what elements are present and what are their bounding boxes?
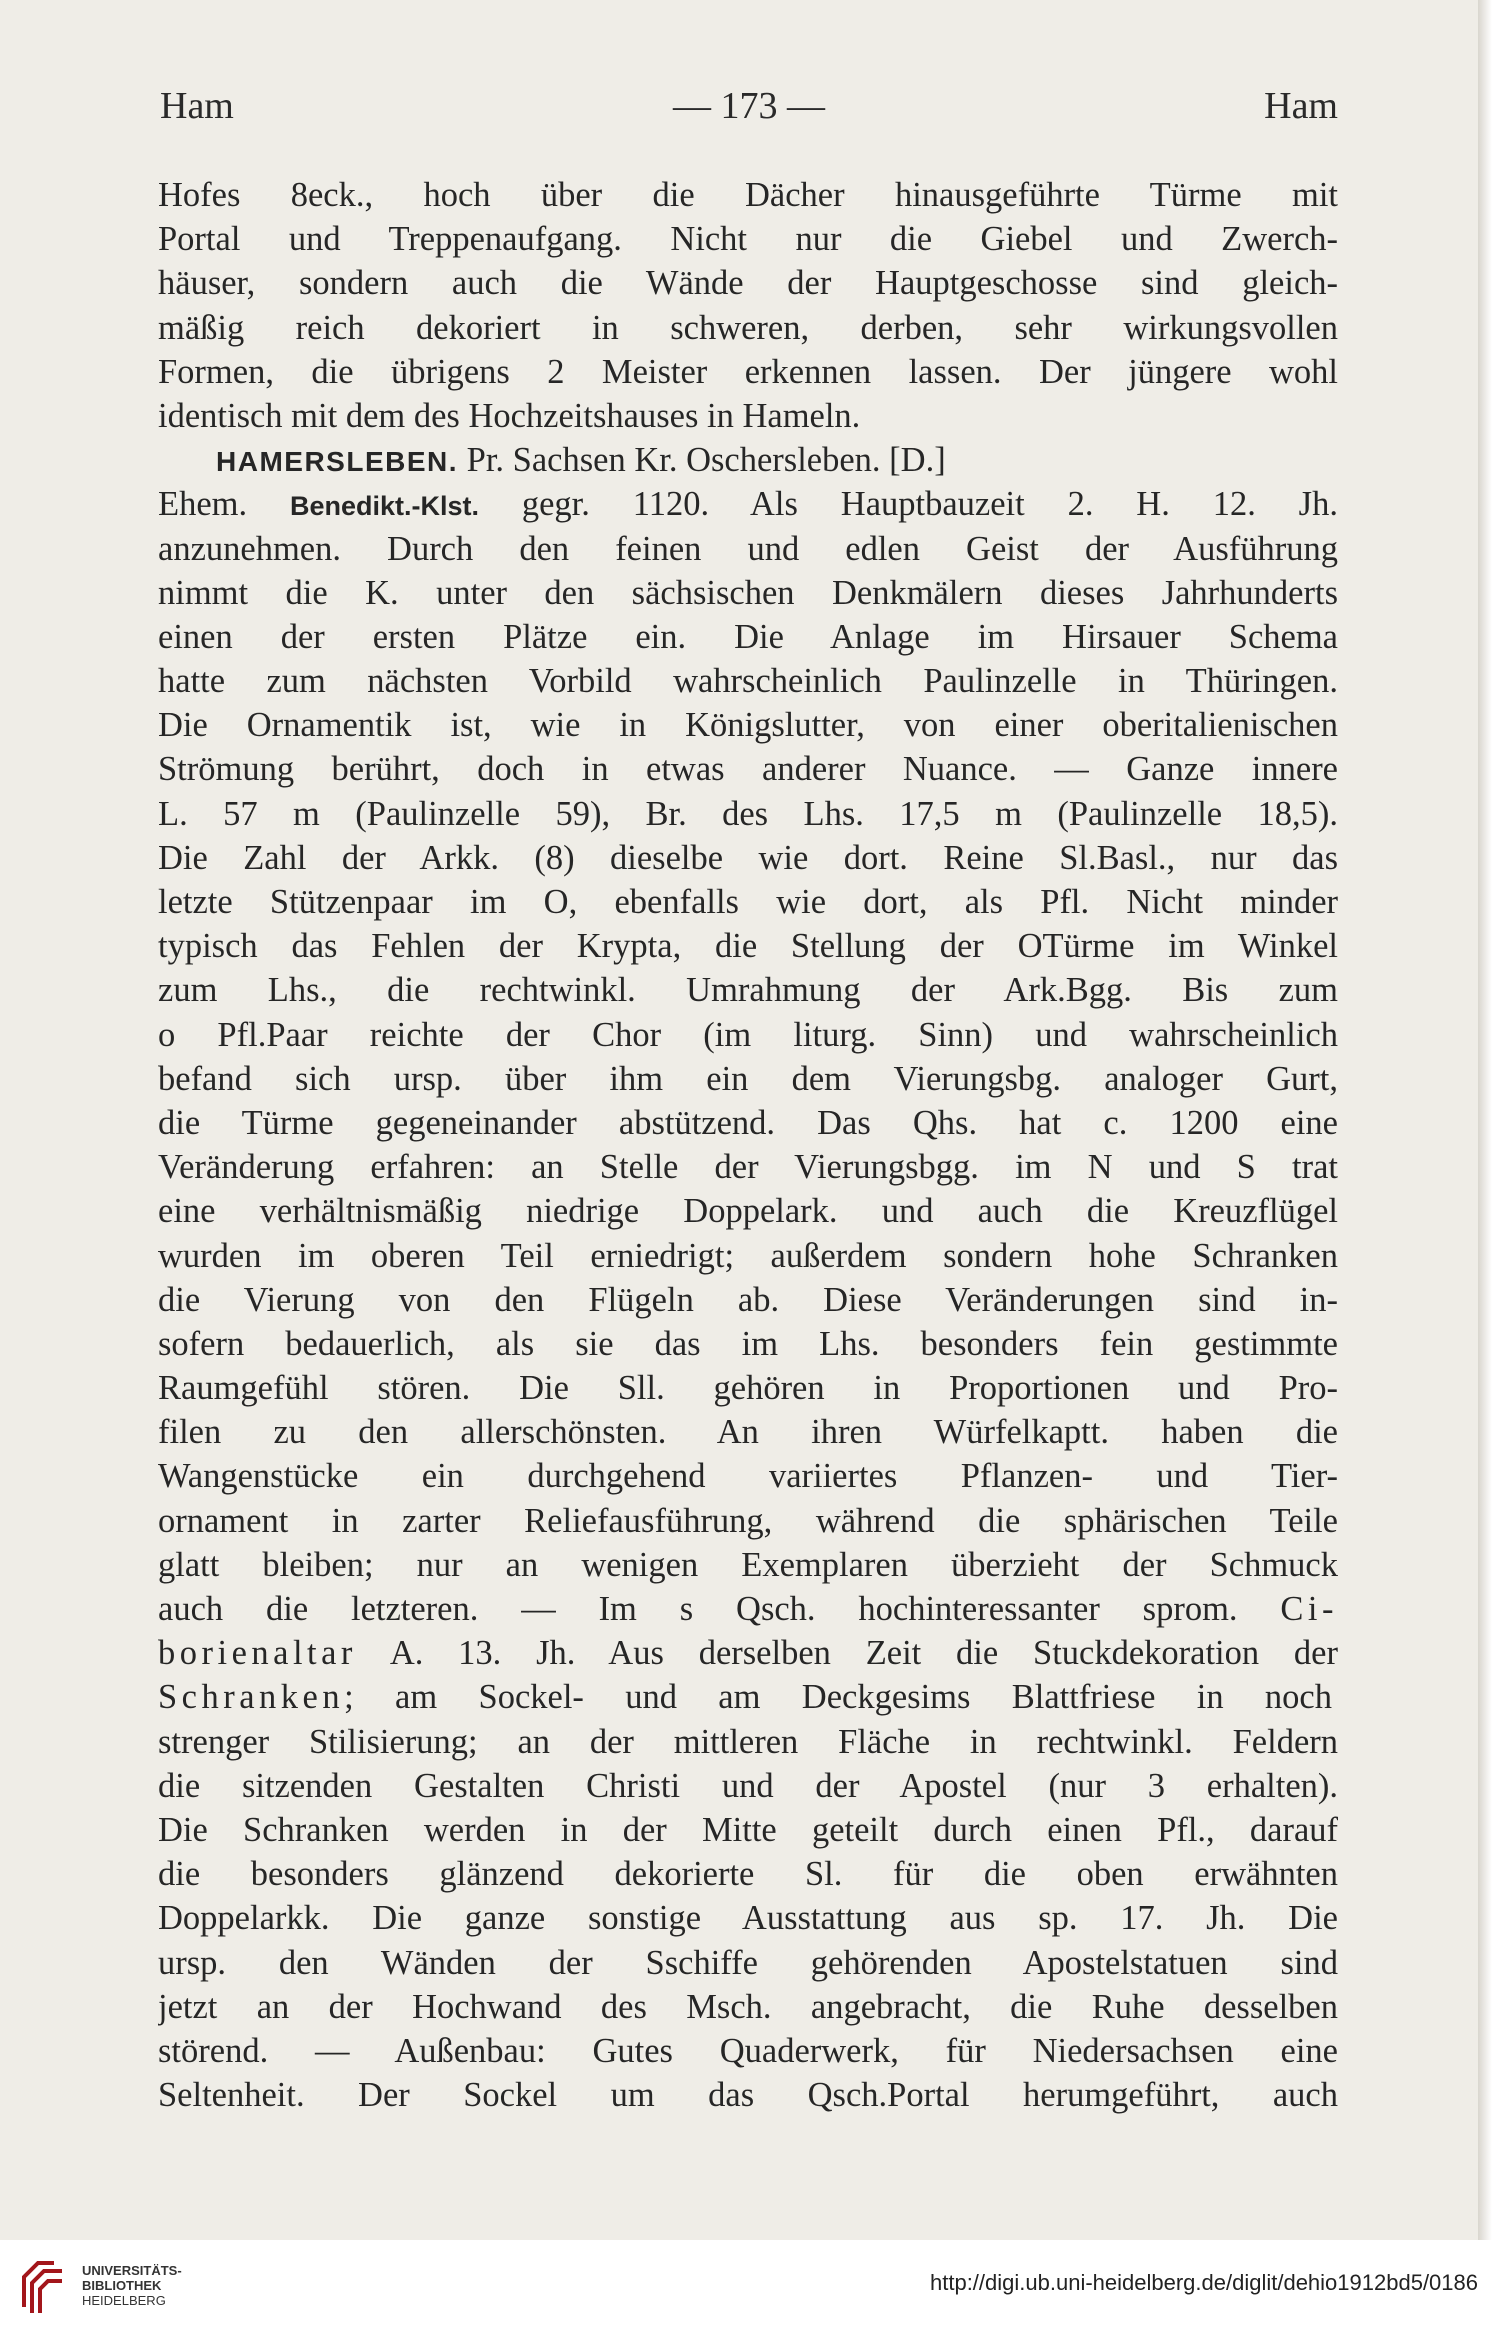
text-line: Die Schranken werden in der Mitte geteilt durch einen Pfl., darauf [158,1810,1338,1849]
text-line: strenger Stilisierung; an der mittleren Fläche in rechtwinkl. Feldern [158,1722,1338,1761]
text-line: identisch mit dem des Hochzeitshauses in Hameln. [158,396,861,435]
text-line: Portal und Treppenaufgang. Nicht nur die Giebel und Zwerch- [158,220,1338,259]
text-line: die Türme gegeneinander abstützend. Das Qhs. hat c. 1200 eine [158,1103,1338,1142]
text-line: einen der ersten Plätze ein. Die Anlage im Hirsauer Schema [158,617,1338,656]
text-line: L. 57 m (Paulinzelle 59), Br. des Lhs. 17,5 m (Paulinzelle 18,5). [158,794,1338,833]
text-line: anzunehmen. Durch den feinen und edlen Geist der Ausführung [158,529,1338,568]
library-name-line: UNIVERSITÄTS- [82,2263,182,2278]
text-line: die Vierung von den Flügeln ab. Diese Veränderungen sind in- [158,1280,1338,1319]
text-line: Doppelarkk. Die ganze sonstige Ausstattung aus sp. 17. Jh. Die [158,1899,1338,1938]
text-line: letzte Stützenpaar im O, ebenfalls wie dort, als Pfl. Nicht minder [158,883,1338,921]
text-line: Die Ornamentik ist, wie in Königslutter, von einer oberitalienischen [158,706,1338,745]
line-rest: ; am Sockel- und am Deckgesims Blattfriese in noch [344,1678,1332,1717]
running-head-right: Ham [1264,85,1338,127]
text-line: glatt bleiben; nur an wenigen Exemplaren überzieht der Schmuck [158,1545,1338,1584]
text-line: Die Zahl der Arkk. (8) dieselbe wie dort. Reine Sl.Basl., nur das [158,838,1338,877]
page-header [160,84,1338,134]
line-rest: A. 13. Jh. Aus derselben Zeit die Stuckdekoration der [356,1634,1338,1673]
page-edge [1478,0,1492,2240]
text-line [158,1675,1332,1719]
entry-heading-line [158,438,1338,482]
text-line: jetzt an der Hochwand des Msch. angebracht, die Ruhe desselben [158,1987,1338,2026]
text-line [158,1631,1338,1675]
text-line: wurden im oberen Teil erniedrigt; außerdem sondern hohe Schranken [158,1236,1338,1275]
text-line: Raumgefühl stören. Die Sll. gehören in Proportionen und Pro- [158,1369,1338,1408]
text-line: Formen, die übrigens 2 Meister erkennen lassen. Der jüngere wohl [158,352,1338,391]
text-line: nimmt die K. unter den sächsischen Denkmälern dieses Jahrhunderts [158,573,1338,612]
text-line: ursp. den Wänden der Sschiffe gehörenden Apostelstatuen sind [158,1943,1338,1982]
text-line [158,482,1338,526]
text-line: o Pfl.Paar reichte der Chor (im liturg. Sinn) und wahrscheinlich [158,1015,1338,1054]
monument-name: Benedikt.-Klst. [289,491,479,522]
text-line: sofern bedauerlich, als sie das im Lhs. besonders fein gestimmte [158,1324,1338,1363]
text-line: Wangenstücke ein durchgehend variiertes Pflanzen- und Tier- [158,1457,1338,1496]
line-rest: gegr. 1120. Als Hauptbauzeit 2. H. 12. Jh. [478,485,1338,524]
body-text [158,173,1338,2117]
entry-location: Pr. Sachsen Kr. Oschersleben. [D.] [458,441,946,480]
running-head-left: Ham [160,85,234,127]
spaced-term: borienaltar [158,1634,357,1673]
text-line: eine verhältnismäßig niedrige Doppelark. und auch die Kreuzflügel [158,1192,1338,1231]
text-line: Seltenheit. Der Sockel um das Qsch.Portal herumgeführt, auch [158,2076,1338,2115]
text-line: Strömung berührt, doch in etwas anderer Nuance. — Ganze innere [158,750,1338,789]
line-prefix: Ehem. [158,485,290,524]
text-line: filen zu den allerschönsten. An ihren Würfelkaptt. haben die [158,1413,1338,1452]
text-line: häuser, sondern auch die Wände der Hauptgeschosse sind gleich- [158,264,1338,303]
library-name-line: BIBLIOTHEK [82,2278,162,2293]
text-line: zum Lhs., die rechtwinkl. Umrahmung der Ark.Bgg. Bis zum [158,971,1338,1010]
text-line: die besonders glänzend dekorierte Sl. für die oben erwähnten [158,1855,1338,1894]
text-line: ornament in zarter Reliefausführung, während die sphärischen Teile [158,1501,1338,1540]
text-line: die sitzenden Gestalten Christi und der Apostel (nur 3 erhalten). [158,1766,1338,1805]
page-number: — 173 — [673,85,825,127]
spaced-term: Ci- [1280,1590,1338,1628]
line-prefix: auch die letzteren. — Im s Qsch. hochinteressanter sprom. [158,1590,1281,1628]
library-name [82,2263,182,2308]
university-library-logo-icon[interactable] [18,2255,66,2315]
text-line: Veränderung erfahren: an Stelle der Vierungsbgg. im N und S trat [158,1148,1338,1187]
library-name-line: HEIDELBERG [82,2293,166,2308]
text-line: störend. — Außenbau: Gutes Quaderwerk, für Niedersachsen eine [158,2031,1338,2070]
source-url-link[interactable]: http://digi.ub.uni-heidelberg.de/diglit/dehio1912bd5/0186 [930,2270,1478,2295]
text-line [158,1587,1338,1631]
entry-heading: HAMERSLEBEN. [216,446,459,478]
text-line: mäßig reich dekoriert in schweren, derben, sehr wirkungsvollen [158,308,1338,347]
text-line: typisch das Fehlen der Krypta, die Stellung der OTürme im Winkel [158,927,1338,966]
spaced-term: Schranken [158,1678,345,1717]
text-line: Hofes 8eck., hoch über die Dächer hinausgeführte Türme mit [158,176,1338,214]
text-line: befand sich ursp. über ihm ein dem Vierungsbg. analoger Gurt, [158,1059,1338,1098]
text-line: hatte zum nächsten Vorbild wahrscheinlich Paulinzelle in Thüringen. [158,662,1338,701]
